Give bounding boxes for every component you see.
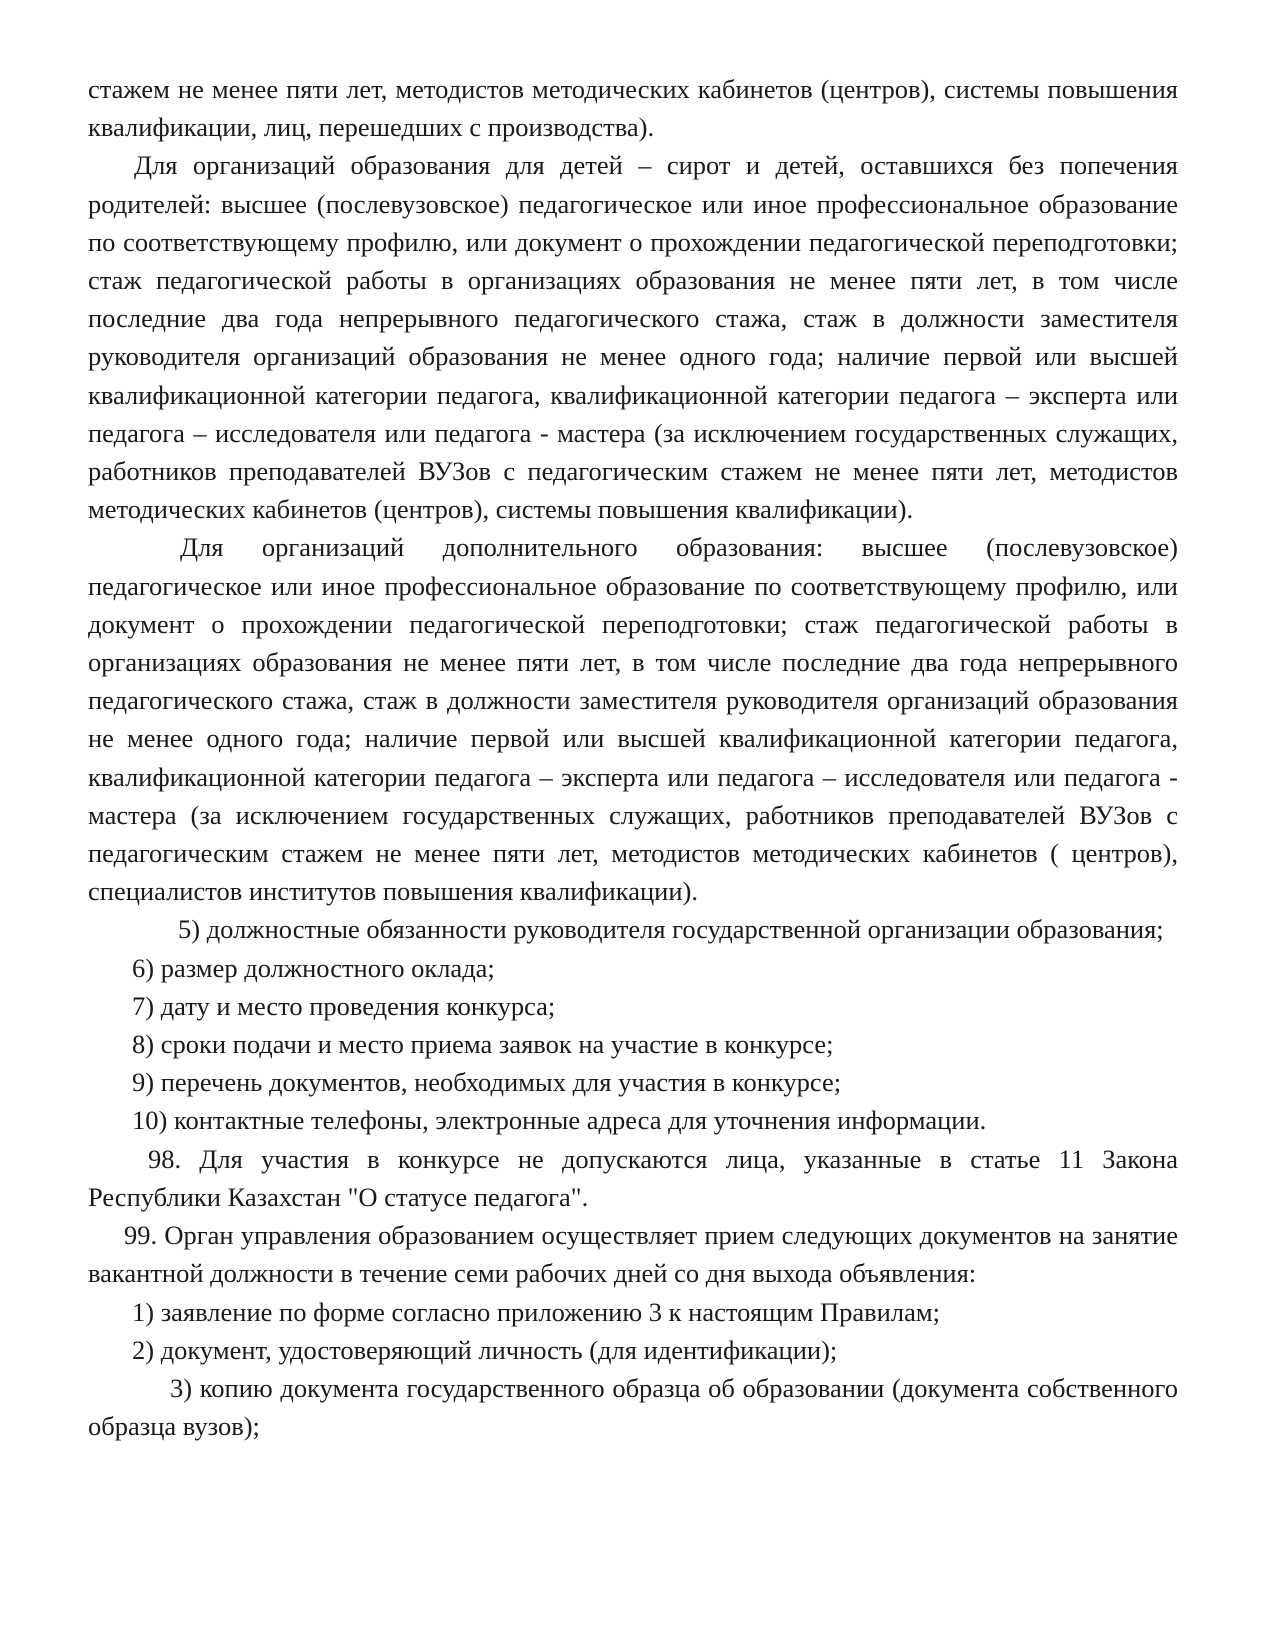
document-item-2: 2) документ, удостоверяющий личность (для идентификации); (132, 1334, 838, 1365)
document-item-1: 1) заявление по форме согласно приложению 3 к настоящим Правилам; (132, 1296, 940, 1327)
list-item-8: 8) сроки подачи и место приема заявок на участие в конкурсе; (132, 1029, 834, 1060)
paragraph-99: 99. Орган управления образованием осуществляет прием следующих документов на занятие вакантной должности в течение семи рабочих дней со дня выхода объявления: (88, 1220, 1178, 1289)
paragraph-98: 98. Для участия в конкурсе не допускаются лица, указанные в статье 11 Закона Республики Казахстан "О статусе педагога". (88, 1143, 1178, 1212)
paragraph-orphans-organizations: Для организаций образования для детей – сирот и детей, оставшихся без попечения родителей: высшее (послевузовское) педагогическое или иное профессиональное образование по соответствующему профилю, или документ о прохождении педагогической переподготовки; стаж педагогической работы в организациях образования не менее пяти лет, в том числе последние два года непрерывного педагогического стажа, стаж в должности заместителя руководителя организаций образования не менее одного года; наличие первой или высшей квалификационной категории педагога, квалификационной категории педагога – эксперта или педагога – исследователя или педагога - мастера (за исключением государственных служащих, работников преподавателей ВУЗов с педагогическим стажем не менее пяти лет, методистов методических кабинетов (центров), системы повышения квалификации). (88, 150, 1178, 525)
list-item-6: 6) размер должностного оклада; (132, 952, 495, 983)
list-item-7: 7) дату и место проведения конкурса; (132, 990, 556, 1021)
list-item-10: 10) контактные телефоны, электронные адреса для уточнения информации. (132, 1105, 987, 1136)
paragraph-continuation: стажем не менее пяти лет, методистов методических кабинетов (центров), системы повышения квалификации, лиц, перешедших с производства). (88, 74, 1178, 143)
list-item-9: 9) перечень документов, необходимых для участия в конкурсе; (132, 1067, 842, 1098)
paragraph-additional-education: Для организаций дополнительного образования: высшее (послевузовское) педагогическое или иное профессиональное образование по соответствующему профилю, или документ о прохождении педагогической переподготовки; стаж педагогической работы в организациях образования не менее пяти лет, в том числе последние два года непрерывного педагогического стажа, стаж в должности заместителя руководителя организаций образования не менее одного года; наличие первой или высшей квалификационной категории педагога, квалификационной категории педагога – эксперта или педагога – исследователя или педагога - мастера (за исключением государственных служащих, работников преподавателей ВУЗов с педагогическим стажем не менее пяти лет, методистов методических кабинетов ( центров), специалистов институтов повышения квалификации). (88, 532, 1178, 907)
document-page (88, 70, 1178, 1445)
list-item-5: 5) должностные обязанности руководителя государственной организации образования; (178, 914, 1164, 945)
document-item-3: 3) копию документа государственного образца об образовании (документа собственного образца вузов); (88, 1372, 1178, 1442)
